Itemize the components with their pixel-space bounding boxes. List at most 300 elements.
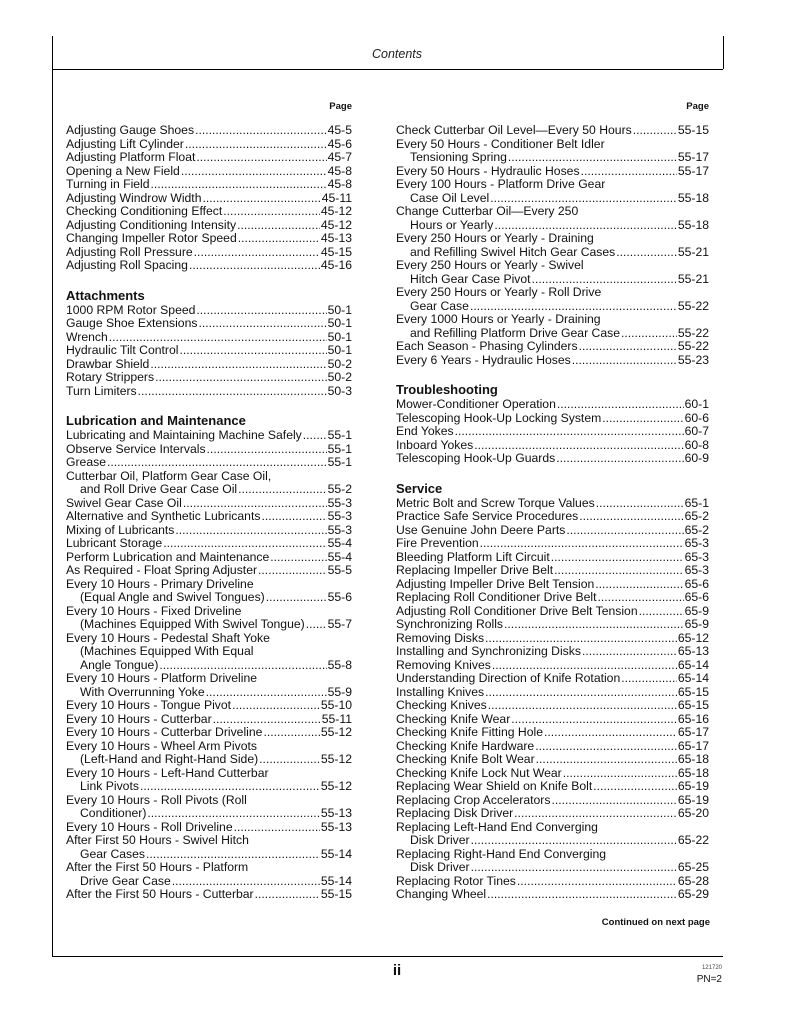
dot-leader	[511, 713, 677, 727]
toc-page-number: 65-2	[684, 522, 709, 537]
toc-entry-text: Hydraulic Tilt Control	[66, 343, 179, 357]
toc-entry-line	[66, 726, 352, 740]
toc-entry[interactable]	[396, 699, 709, 713]
toc-entry-text: Gear Case	[410, 298, 469, 313]
toc-entry-text: Metric Bolt and Screw Torque Values	[396, 495, 595, 510]
toc-entry[interactable]	[396, 875, 709, 889]
header-rule	[52, 69, 723, 70]
dot-leader	[194, 246, 320, 260]
toc-entry[interactable]	[66, 861, 352, 888]
toc-entry-line	[396, 313, 709, 327]
toc-entry[interactable]	[396, 510, 709, 524]
section-title: Service	[396, 480, 443, 496]
toc-entry-text: Wrench	[66, 329, 108, 344]
toc-entry-text: Every 250 Hours or Yearly - Draining	[396, 231, 594, 245]
toc-entry[interactable]	[396, 807, 709, 821]
section-title: Attachments	[66, 287, 145, 303]
toc-entry-text: End Yokes	[396, 424, 454, 438]
dot-leader	[572, 354, 677, 368]
toc-page-number: 60-1	[684, 397, 709, 411]
toc-page-number: 65-3	[684, 563, 709, 577]
toc-entry[interactable]	[396, 848, 709, 875]
toc-entry[interactable]	[396, 659, 709, 673]
toc-entry[interactable]	[396, 178, 709, 205]
toc-entry-text: Every 100 Hours - Platform Drive Gear	[396, 177, 606, 191]
toc-entry-text: Perform Lubrication and Maintenance	[66, 549, 270, 564]
toc-entry-text: (Machines Equipped With Swivel Tongue)	[80, 617, 305, 631]
toc-entry-line	[66, 551, 352, 565]
toc-entry-line	[396, 861, 709, 875]
document-code: 121720	[701, 965, 722, 971]
page-folio: ii	[392, 962, 402, 979]
toc-entry-line	[66, 848, 352, 862]
toc-entry[interactable]	[396, 780, 709, 794]
section-gap	[66, 273, 352, 288]
toc-entry-line	[66, 483, 352, 497]
toc-entry-line	[396, 632, 709, 646]
toc-entry[interactable]	[66, 344, 352, 358]
dot-leader	[579, 340, 677, 354]
toc-entry[interactable]	[66, 371, 352, 385]
toc-entry[interactable]	[66, 138, 352, 152]
toc-entry[interactable]	[396, 286, 709, 313]
toc-entry-text: Replacing Left-Hand End Converging	[396, 819, 598, 834]
toc-entry[interactable]	[66, 456, 352, 470]
toc-entry-line	[66, 151, 352, 165]
toc-entry[interactable]	[396, 645, 709, 659]
toc-entry[interactable]	[66, 713, 352, 727]
toc-entry[interactable]	[66, 151, 352, 165]
toc-entry[interactable]	[396, 564, 709, 578]
dot-leader	[532, 273, 677, 287]
toc-entry[interactable]	[66, 497, 352, 511]
toc-entry[interactable]	[66, 331, 352, 345]
dot-leader	[485, 632, 677, 646]
toc-entry-line	[66, 246, 352, 260]
toc-entry[interactable]	[396, 313, 709, 340]
toc-entry[interactable]	[66, 205, 352, 219]
toc-entry-text: Telescoping Hook-Up Locking System	[396, 410, 602, 425]
dot-leader	[163, 537, 326, 551]
toc-entry-line	[396, 645, 709, 659]
toc-entry-line	[396, 807, 709, 821]
toc-entry[interactable]	[396, 672, 709, 686]
toc-entry[interactable]	[66, 178, 352, 192]
page-column-label: Page	[686, 101, 709, 112]
toc-page-number: 55-18	[677, 217, 709, 232]
dot-leader	[621, 672, 677, 686]
toc-entry[interactable]	[66, 429, 352, 443]
toc-entry-line	[396, 138, 709, 152]
toc-page-number: 55-2	[327, 482, 352, 496]
toc-entry-text: Inboard Yokes	[396, 437, 474, 452]
toc-entry[interactable]	[396, 713, 709, 727]
toc-entry[interactable]	[66, 304, 352, 318]
dot-leader	[159, 659, 326, 673]
toc-entry-line	[66, 358, 352, 372]
toc-entry[interactable]	[396, 524, 709, 538]
toc-entry-line	[66, 138, 352, 152]
toc-entry-text: Conditioner)	[80, 806, 147, 820]
toc-entry-line	[66, 178, 352, 192]
toc-entry-line	[396, 165, 709, 179]
toc-entry[interactable]	[396, 578, 709, 592]
toc-entry[interactable]	[66, 537, 352, 551]
toc-entry[interactable]	[396, 259, 709, 286]
toc-entry-text: As Required - Float Spring Adjuster	[66, 563, 258, 577]
toc-entry-text: Bleeding Platform Lift Circuit	[396, 549, 550, 564]
toc-entry-text: 1000 RPM Rotor Speed	[66, 302, 196, 317]
toc-entry-text: Gauge Shoe Extensions	[66, 316, 198, 330]
toc-entry[interactable]	[66, 443, 352, 457]
dot-leader	[266, 591, 327, 605]
toc-page-number: 65-13	[677, 644, 709, 658]
toc-page-number: 55-14	[320, 873, 352, 888]
toc-entry-text: Every 10 Hours - Roll Driveline	[66, 819, 233, 834]
toc-entry-text: Replacing Disk Driver	[396, 806, 514, 820]
toc-entry-line	[66, 794, 352, 808]
page-number-code: PN=2	[696, 974, 722, 985]
dot-leader	[581, 165, 677, 179]
toc-entry-text: (Left-Hand and Right-Hand Side)	[80, 752, 259, 766]
toc-entry[interactable]	[396, 165, 709, 179]
toc-page-number: 60-8	[684, 437, 709, 452]
dot-leader	[480, 537, 684, 551]
toc-entry-line	[66, 192, 352, 206]
toc-entry-line	[66, 659, 352, 673]
toc-entry-line	[66, 124, 352, 138]
dot-leader	[206, 686, 327, 700]
toc-entry-text: Lubricating and Maintaining Machine Safely	[66, 428, 302, 442]
dot-leader	[621, 327, 677, 341]
toc-entry-text: Replacing Wear Shield on Knife Bolt	[396, 779, 593, 793]
toc-page-number: 45-6	[327, 136, 352, 151]
toc-page-number: 55-18	[677, 190, 709, 205]
toc-entry[interactable]	[66, 821, 352, 835]
toc-page-number: 55-11	[321, 711, 352, 726]
toc-entry-text: Angle Tongue)	[80, 657, 159, 672]
toc-entry[interactable]	[66, 470, 352, 497]
toc-page-number: 50-1	[327, 329, 352, 344]
toc-entry-text: Drawbar Shield	[66, 356, 150, 371]
toc-entry[interactable]	[396, 205, 709, 232]
toc-entry-line	[396, 524, 709, 538]
toc-entry-text: and Refilling Platform Drive Gear Case	[410, 325, 620, 340]
toc-page-number: 55-1	[327, 428, 352, 442]
dot-leader	[147, 807, 319, 821]
toc-entry[interactable]	[396, 618, 709, 632]
toc-entry-line	[396, 151, 709, 165]
toc-entry-text: Observe Service Intervals	[66, 441, 206, 456]
toc-page-number: 45-8	[327, 177, 352, 191]
toc-entry-text: (Machines Equipped With Equal	[80, 644, 254, 658]
dot-leader	[554, 564, 683, 578]
dot-leader	[306, 618, 327, 632]
toc-entry-text: Every 250 Hours or Yearly - Roll Drive	[396, 285, 602, 299]
toc-entry[interactable]	[66, 834, 352, 861]
toc-entry[interactable]	[396, 412, 709, 426]
toc-entry[interactable]	[66, 232, 352, 246]
toc-page-number: 65-18	[677, 765, 709, 780]
toc-entry[interactable]	[66, 358, 352, 372]
toc-entry[interactable]	[396, 537, 709, 551]
toc-page-number: 45-13	[320, 231, 352, 245]
dot-leader	[595, 578, 683, 592]
toc-entry[interactable]	[396, 888, 709, 902]
toc-entry[interactable]	[66, 578, 352, 605]
toc-entry-text: Grease	[66, 455, 106, 469]
dot-leader	[195, 124, 327, 138]
toc-page-number: 65-9	[684, 617, 709, 631]
toc-entry-line	[66, 497, 352, 511]
toc-entry-line	[66, 524, 352, 538]
toc-page-number: 65-16	[677, 711, 709, 726]
toc-entry[interactable]	[66, 672, 352, 699]
toc-entry-text: Removing Disks	[396, 630, 485, 645]
toc-page-number: 55-12	[320, 725, 352, 739]
toc-entry-text: Cutterbar Oil, Platform Gear Case Oil,	[66, 468, 272, 483]
toc-entry[interactable]	[396, 340, 709, 354]
toc-entry-text: Replacing Roll Conditioner Drive Belt	[396, 590, 597, 604]
toc-entry-line	[66, 686, 352, 700]
toc-entry-text: Every 6 Years - Hydraulic Hoses	[396, 352, 571, 367]
toc-entry[interactable]	[66, 385, 352, 399]
toc-page-number: 65-28	[677, 873, 709, 888]
toc-entry-line	[396, 686, 709, 700]
dot-leader	[485, 686, 677, 700]
toc-page-number: 55-5	[327, 563, 352, 577]
toc-entry[interactable]	[66, 524, 352, 538]
toc-entry-text: Case Oil Level	[410, 190, 490, 205]
toc-entry-text: Hours or Yearly	[410, 217, 494, 232]
toc-entry[interactable]	[396, 591, 709, 605]
toc-entry-text: Every 10 Hours - Cutterbar Driveline	[66, 725, 263, 739]
toc-entry-line	[396, 439, 709, 453]
dot-leader	[172, 875, 320, 889]
toc-entry-text: Disk Driver	[410, 833, 470, 847]
toc-entry[interactable]	[66, 726, 352, 740]
toc-entry[interactable]	[66, 767, 352, 794]
dot-leader	[492, 659, 677, 673]
dot-leader	[579, 510, 683, 524]
toc-page-number: 50-3	[327, 383, 352, 398]
toc-entry[interactable]	[396, 551, 709, 565]
toc-entry-line	[66, 740, 352, 754]
toc-entry-line	[66, 443, 352, 457]
toc-page-number: 55-15	[320, 887, 352, 901]
toc-entry[interactable]	[396, 740, 709, 754]
toc-page-number: 65-18	[677, 752, 709, 766]
dot-leader	[138, 385, 327, 399]
dot-leader	[471, 861, 677, 875]
dot-leader	[255, 888, 320, 902]
toc-entry-line	[396, 286, 709, 300]
toc-page-number: 65-12	[677, 630, 709, 645]
toc-page-number: 65-3	[684, 536, 709, 550]
toc-entry-line	[396, 699, 709, 713]
toc-entry[interactable]	[66, 740, 352, 767]
dot-leader	[494, 219, 677, 233]
toc-entry[interactable]	[396, 398, 709, 412]
dot-leader	[551, 794, 676, 808]
dot-leader	[556, 452, 683, 466]
dot-leader	[471, 834, 677, 848]
toc-entry[interactable]	[66, 551, 352, 565]
page-column-label: Page	[329, 101, 352, 112]
toc-entry[interactable]	[396, 124, 709, 138]
toc-entry-line	[66, 875, 352, 889]
toc-entry-line	[66, 219, 352, 233]
toc-entry-line	[396, 232, 709, 246]
dot-leader	[535, 740, 677, 754]
dot-leader	[183, 497, 327, 511]
dot-leader	[261, 510, 326, 524]
toc-entry-line	[66, 645, 352, 659]
toc-page-number: 55-8	[327, 657, 352, 672]
toc-entry-line	[66, 767, 352, 781]
dot-leader	[508, 151, 677, 165]
toc-entry[interactable]	[66, 192, 352, 206]
toc-entry[interactable]	[66, 510, 352, 524]
toc-entry-line	[396, 672, 709, 686]
toc-entry-line	[396, 273, 709, 287]
toc-entry[interactable]	[396, 686, 709, 700]
toc-page-number: 55-6	[327, 590, 352, 604]
toc-page-number: 65-14	[677, 657, 709, 672]
toc-entry-text: Drive Gear Case	[80, 873, 171, 888]
toc-entry[interactable]	[396, 632, 709, 646]
toc-entry-line	[66, 578, 352, 592]
dot-leader	[551, 551, 684, 565]
toc-entry[interactable]	[396, 425, 709, 439]
toc-page-number: 55-13	[320, 819, 352, 834]
toc-entry[interactable]	[66, 605, 352, 632]
toc-page-number: 55-1	[327, 441, 352, 456]
toc-entry[interactable]	[66, 632, 352, 673]
dot-leader	[196, 304, 326, 318]
toc-entry[interactable]	[396, 452, 709, 466]
toc-entry[interactable]	[396, 753, 709, 767]
toc-entry-text: Replacing Impeller Drive Belt	[396, 563, 554, 577]
toc-page-number: 55-21	[677, 244, 709, 259]
toc-entry-text: Every 10 Hours - Tongue Pivot	[66, 698, 232, 712]
toc-entry[interactable]	[396, 439, 709, 453]
toc-entry[interactable]	[66, 564, 352, 578]
toc-entry-line	[396, 659, 709, 673]
toc-entry-text: Every 50 Hours - Conditioner Belt Idler	[396, 136, 605, 151]
section-title: Lubrication and Maintenance	[66, 413, 246, 428]
toc-entry-line	[66, 861, 352, 875]
toc-entry[interactable]	[396, 767, 709, 781]
toc-page-number: 65-25	[677, 860, 709, 874]
dot-leader	[223, 205, 320, 219]
toc-entry[interactable]	[396, 138, 709, 165]
toc-entry-text: After First 50 Hours - Swivel Hitch	[66, 833, 249, 847]
toc-entry-line	[66, 888, 352, 902]
toc-entry[interactable]	[396, 232, 709, 259]
dot-leader	[270, 551, 326, 565]
toc-entry-text: Checking Knife Bolt Wear	[396, 752, 535, 766]
toc-page-number: 65-19	[677, 779, 709, 793]
toc-entry[interactable]	[66, 246, 352, 260]
toc-entry[interactable]	[396, 605, 709, 619]
toc-entry[interactable]	[396, 497, 709, 511]
toc-entry[interactable]	[66, 794, 352, 821]
dot-leader	[593, 780, 677, 794]
toc-entry[interactable]	[396, 794, 709, 808]
toc-entry-text: Every 250 Hours or Yearly - Swivel	[396, 258, 584, 272]
frame-left-rule	[52, 36, 53, 957]
toc-page-number: 65-14	[677, 671, 709, 685]
toc-entry[interactable]	[396, 354, 709, 368]
toc-page-number: 55-17	[677, 150, 709, 164]
toc-entry[interactable]	[396, 726, 709, 740]
toc-entry-line	[396, 551, 709, 565]
toc-page-number: 45-12	[320, 204, 352, 218]
toc-page-number: 45-16	[320, 258, 352, 272]
toc-entry-line	[66, 618, 352, 632]
dot-leader	[596, 497, 684, 511]
toc-entry-text: Checking Conditioning Effect	[66, 204, 223, 218]
dot-leader	[504, 618, 684, 632]
toc-entry-text: and Refilling Swivel Hitch Gear Cases	[410, 244, 616, 259]
toc-entry-line	[396, 618, 709, 632]
dot-leader	[514, 807, 677, 821]
toc-entry-line	[396, 124, 709, 138]
toc-entry-text: Each Season - Phasing Cylinders	[396, 339, 578, 353]
toc-entry[interactable]	[66, 219, 352, 233]
toc-page-number: 60-6	[684, 410, 709, 425]
toc-entry-text: After the First 50 Hours - Cutterbar	[66, 887, 254, 901]
toc-entry-line	[66, 821, 352, 835]
dot-leader	[455, 425, 684, 439]
toc-entry-text: Checking Knife Wear	[396, 711, 511, 726]
toc-entry[interactable]	[66, 124, 352, 138]
toc-page-number: 55-4	[327, 536, 352, 550]
toc-entry-text: (Equal Angle and Swivel Tongues)	[80, 590, 265, 604]
dot-leader	[488, 699, 677, 713]
toc-page-number: 65-6	[684, 590, 709, 604]
toc-entry-line	[66, 672, 352, 686]
toc-entry-line	[66, 591, 352, 605]
toc-entry-text: Every 10 Hours - Wheel Arm Pivots	[66, 738, 257, 753]
dot-leader	[487, 888, 677, 902]
toc-entry-text: Gear Cases	[80, 846, 146, 861]
toc-entry[interactable]	[396, 821, 709, 848]
toc-entry-text: After the First 50 Hours - Platform	[66, 860, 249, 874]
toc-entry-line	[396, 591, 709, 605]
toc-entry[interactable]	[66, 699, 352, 713]
dot-leader	[202, 192, 320, 206]
toc-entry-line	[396, 726, 709, 740]
toc-entry-text: Link Pivots	[80, 779, 139, 793]
toc-entry[interactable]	[66, 165, 352, 179]
toc-page-number: 45-7	[327, 150, 352, 164]
toc-entry-line	[66, 699, 352, 713]
toc-entry[interactable]	[66, 317, 352, 331]
toc-entry-line	[396, 888, 709, 902]
toc-entry-line	[66, 317, 352, 331]
toc-entry[interactable]	[66, 259, 352, 273]
toc-page-number: 50-2	[327, 356, 352, 371]
dot-leader	[237, 219, 320, 233]
toc-entry[interactable]	[66, 888, 352, 902]
section-gap	[66, 398, 352, 413]
toc-entry-text: Lubricant Storage	[66, 536, 163, 550]
toc-entry-line	[66, 780, 352, 794]
toc-entry-line	[396, 794, 709, 808]
toc-entry-line	[396, 713, 709, 727]
